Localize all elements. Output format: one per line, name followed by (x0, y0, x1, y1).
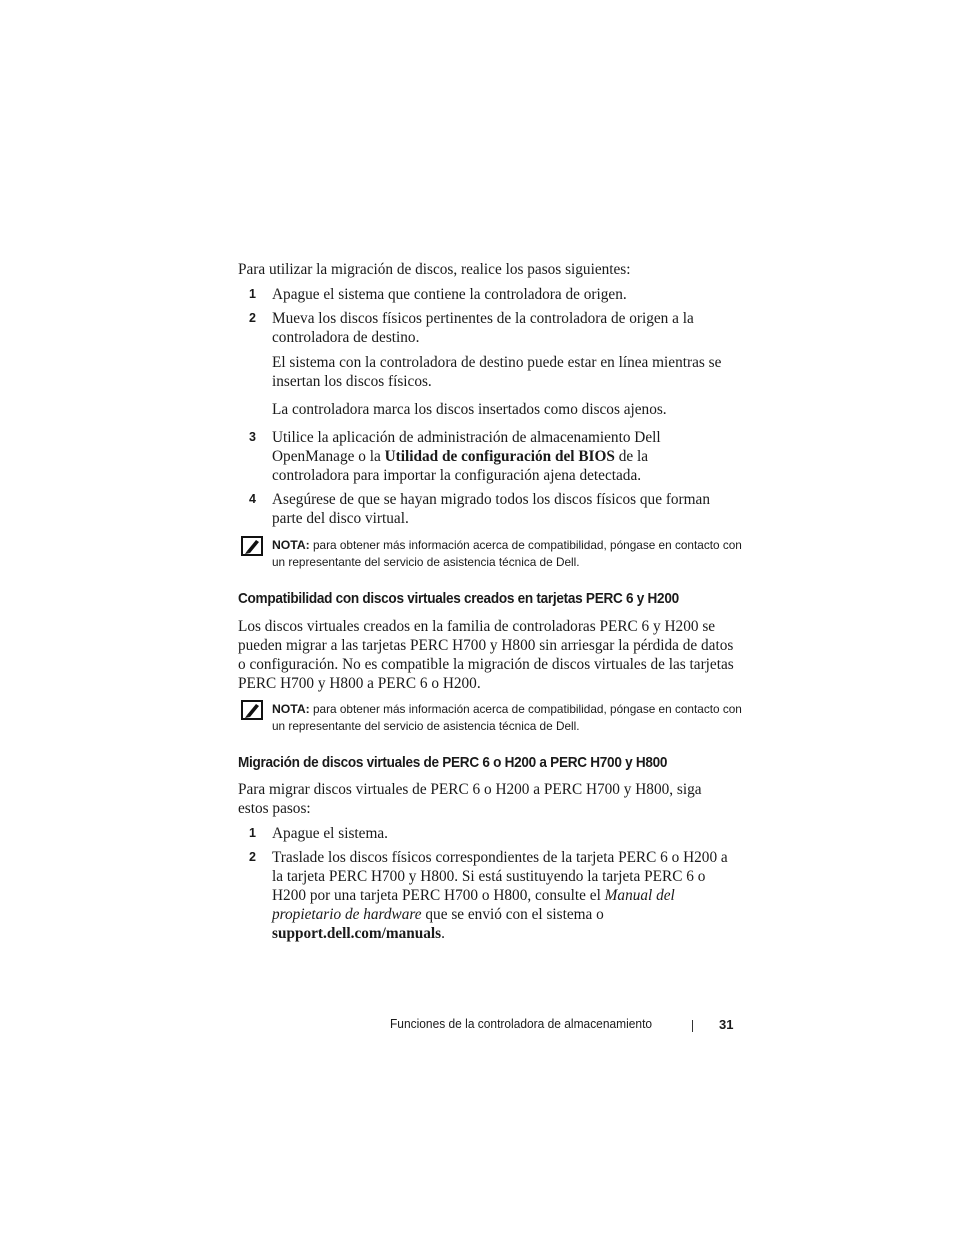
step-text (272, 428, 692, 485)
section-heading: Migración de discos virtuales de PERC 6 o H200 a PERC H700 y H800 (238, 755, 668, 771)
step-number: 1 (249, 287, 256, 301)
page-number: 31 (719, 1017, 734, 1032)
step-text: Apague el sistema que contiene la controladora de origen. (272, 286, 627, 303)
step-text (272, 848, 738, 943)
step-text-part: Traslade los discos físicos correspondientes de la tarjeta PERC 6 o H200 a la tarjeta PERC H700 y H800. Si está sustituyendo la tarjeta PERC 6 o H200 por una tarjeta PERC H700 o H800, consulte el (272, 849, 728, 904)
footer-chapter-title: Funciones de la controladora de almacenamiento (390, 1017, 653, 1031)
step-text-end: . (441, 925, 445, 942)
intro-text: Para utilizar la migración de discos, realice los pasos siguientes: (238, 261, 631, 278)
step-text: Apague el sistema. (272, 825, 388, 842)
step-number: 2 (249, 850, 256, 864)
step-text-part: Utilice la aplicación de administración de almacenamiento Dell OpenManage o la (272, 429, 661, 465)
step-text-part: que se envió con el sistema o (425, 906, 604, 923)
note-body: para obtener más información acerca de compatibilidad, póngase en contacto con un representante del servicio de asistencia técnica de Dell. (272, 538, 742, 569)
section-body: Para migrar discos virtuales de PERC 6 o H200 a PERC H700 y H800, siga estos pasos: (238, 781, 702, 817)
section-heading: Compatibilidad con discos virtuales creados en tarjetas PERC 6 y H200 (238, 591, 679, 607)
support-link[interactable]: support.dell.com/manuals (272, 925, 442, 942)
footer-separator (692, 1020, 693, 1032)
step-number: 2 (249, 311, 256, 325)
step-number: 3 (249, 430, 256, 444)
section-body: Los discos virtuales creados en la familia de controladoras PERC 6 y H200 se pueden migrar a las tarjetas PERC H700 y H800 sin arriesgar la pérdida de datos o configuración. No es compatible la migración de discos virtuales de las tarjetas PERC H700 y H800 a PERC 6 o H200. (238, 618, 734, 692)
step-text: Mueva los discos físicos pertinentes de la controladora de origen a la controladora de destino. (272, 310, 694, 346)
step-subtext: La controladora marca los discos insertados como discos ajenos. (272, 401, 667, 418)
step-text: Asegúrese de que se hayan migrado todos los discos físicos que forman parte del disco virtual. (272, 491, 710, 527)
step-subtext: El sistema con la controladora de destino puede estar en línea mientras se insertan los discos físicos. (272, 354, 722, 390)
note-text (272, 701, 742, 735)
pencil-note-icon (241, 536, 263, 556)
step-number: 1 (249, 826, 256, 840)
note-label: NOTA: (272, 702, 310, 716)
pencil-note-icon (241, 700, 263, 720)
note-text (272, 537, 742, 571)
note-label: NOTA: (272, 538, 310, 552)
step-number: 4 (249, 492, 256, 506)
note-body: para obtener más información acerca de compatibilidad, póngase en contacto con un representante del servicio de asistencia técnica de Dell. (272, 702, 742, 733)
step-text-part: de la controladora para importar la configuración ajena detectada. (272, 448, 649, 484)
bios-utility-name: Utilidad de configuración del BIOS (384, 448, 615, 465)
manual-title: Manual del propietario de hardware (272, 887, 675, 923)
